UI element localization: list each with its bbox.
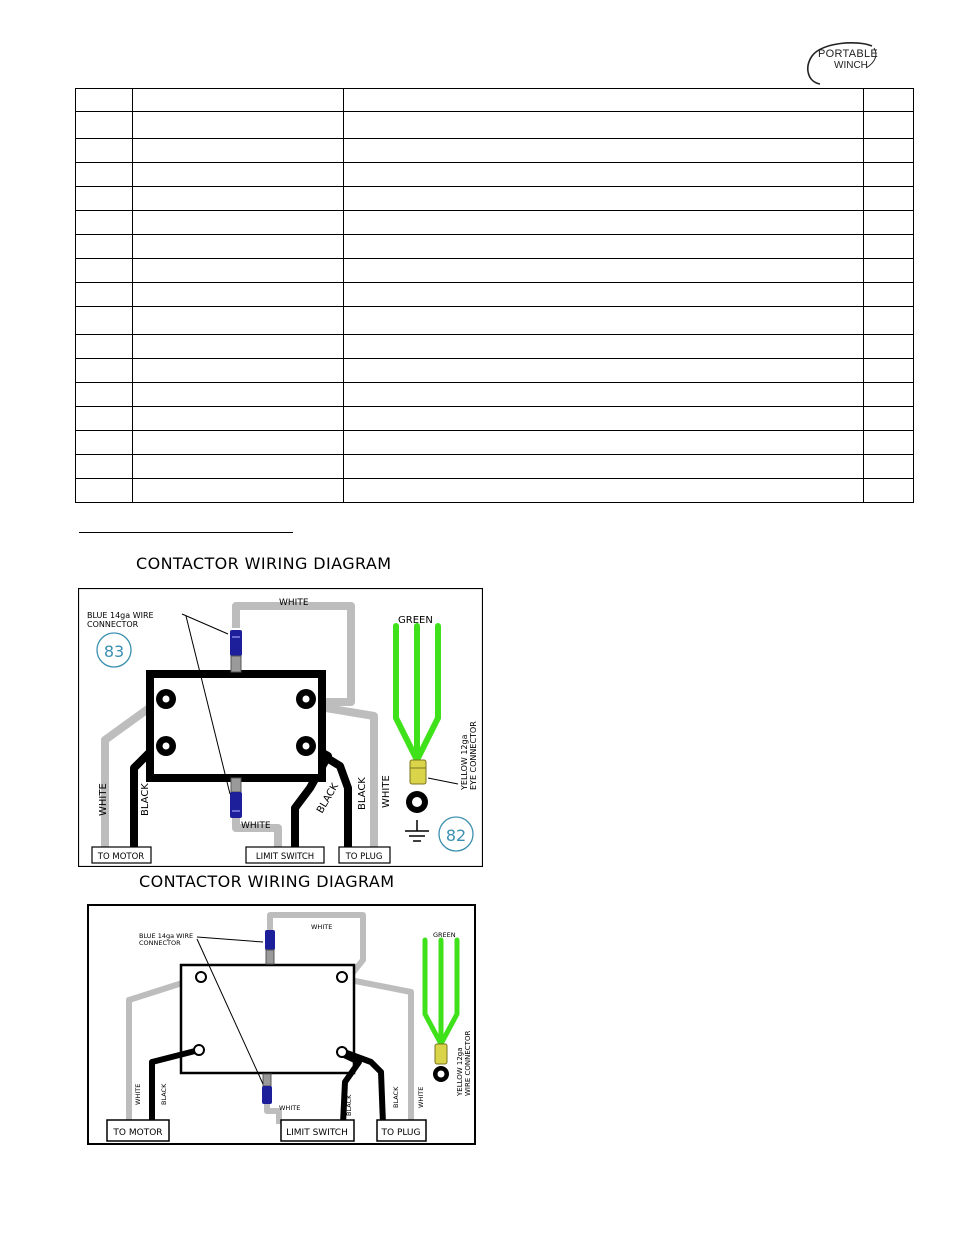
wire-label-white-top: WHITE [311, 923, 333, 931]
wire-connector-label: YELLOW 12gaWIRE CONNECTOR [456, 1030, 472, 1096]
table-cell [76, 211, 133, 235]
table-cell [864, 455, 914, 479]
wire-label-black-right: BLACK [392, 1086, 400, 1108]
table-cell [864, 163, 914, 187]
table-cell [344, 431, 864, 455]
section-rule [79, 532, 293, 533]
table-row [76, 187, 914, 211]
table-row [76, 479, 914, 503]
table-cell [133, 455, 344, 479]
table-cell [76, 89, 133, 112]
table-cell [76, 383, 133, 407]
table-row [76, 112, 914, 139]
table-cell [344, 407, 864, 431]
table-cell [864, 235, 914, 259]
to-plug-label: TO PLUG [381, 1128, 421, 1138]
to-motor-label: TO MOTOR [113, 1128, 163, 1138]
wire-label-black-mid: BLACK [315, 781, 342, 816]
table-cell [864, 359, 914, 383]
table-cell [344, 235, 864, 259]
table-cell [133, 431, 344, 455]
table-cell [864, 383, 914, 407]
wire-label-white-left: WHITE [134, 1083, 142, 1105]
table-cell [864, 283, 914, 307]
connector-label: BLUE 14ga WIRE CONNECTOR [139, 932, 194, 947]
wire-label-green: GREEN [433, 931, 456, 939]
table-cell [344, 112, 864, 139]
table-cell [133, 383, 344, 407]
table-cell [864, 407, 914, 431]
table-cell [76, 307, 133, 335]
table-cell [133, 283, 344, 307]
wire-label-black-left: BLACK [160, 1083, 168, 1105]
table-row [76, 359, 914, 383]
table-cell [864, 307, 914, 335]
table-cell [344, 283, 864, 307]
diagram1-title: CONTACTOR WIRING DIAGRAM [136, 554, 392, 573]
table-row [76, 163, 914, 187]
table-cell [344, 455, 864, 479]
blue-connector-top-icon [230, 630, 242, 672]
table-cell [133, 407, 344, 431]
blue-connector-top-icon [265, 930, 275, 964]
table-row [76, 211, 914, 235]
callout-82: 82 [445, 826, 467, 845]
logo-text-winch: WINCH [834, 60, 868, 71]
contactor-wiring-diagram-1 [78, 588, 483, 867]
table-row [76, 407, 914, 431]
table-row [76, 89, 914, 112]
table-cell [133, 139, 344, 163]
portable-winch-logo [800, 38, 880, 88]
table-cell [133, 89, 344, 112]
table-cell [133, 359, 344, 383]
table-row [76, 455, 914, 479]
limit-switch-label: LIMIT SWITCH [255, 852, 315, 862]
table-cell [133, 112, 344, 139]
table-cell [133, 335, 344, 359]
table-cell [76, 455, 133, 479]
table-cell [344, 259, 864, 283]
table-cell [864, 479, 914, 503]
table-row [76, 259, 914, 283]
table-row [76, 235, 914, 259]
callout-83: 83 [103, 642, 125, 661]
table-cell [344, 163, 864, 187]
table-cell [133, 479, 344, 503]
eye-connector-label: YELLOW 12gaEYE CONNECTOR [460, 721, 478, 790]
diagram2-title: CONTACTOR WIRING DIAGRAM [139, 872, 395, 891]
to-plug-label: TO PLUG [345, 852, 383, 862]
wire-label-black-right: BLACK [357, 777, 368, 810]
connector-label: BLUE 14ga WIRE CONNECTOR [87, 611, 154, 629]
table-row [76, 283, 914, 307]
table-row [76, 431, 914, 455]
table-cell [864, 139, 914, 163]
parts-table [75, 88, 914, 503]
table-cell [133, 259, 344, 283]
table-cell [344, 335, 864, 359]
table-cell [76, 407, 133, 431]
table-cell [344, 359, 864, 383]
wire-label-green: GREEN [398, 615, 433, 626]
table-cell [864, 259, 914, 283]
table-cell [76, 479, 133, 503]
table-cell [133, 211, 344, 235]
table-cell [864, 335, 914, 359]
wire-label-white-left: WHITE [98, 783, 109, 816]
table-row [76, 307, 914, 335]
table-cell [864, 187, 914, 211]
table-cell [344, 187, 864, 211]
to-motor-label: TO MOTOR [97, 852, 145, 862]
table-cell [133, 163, 344, 187]
limit-switch-label: LIMIT SWITCH [286, 1128, 348, 1138]
table-cell [344, 89, 864, 112]
wire-label-white-top: WHITE [279, 598, 309, 608]
table-row [76, 335, 914, 359]
table-cell [76, 259, 133, 283]
table-cell [344, 307, 864, 335]
table-cell [76, 235, 133, 259]
table-cell [864, 431, 914, 455]
table-cell [344, 479, 864, 503]
table-cell [133, 307, 344, 335]
table-cell [344, 211, 864, 235]
table-cell [133, 235, 344, 259]
table-cell [864, 89, 914, 112]
table-cell [864, 112, 914, 139]
table-cell [76, 283, 133, 307]
table-row [76, 139, 914, 163]
table-cell [864, 211, 914, 235]
table-cell [76, 139, 133, 163]
table-cell [76, 163, 133, 187]
table-row [76, 383, 914, 407]
table-cell [344, 139, 864, 163]
table-cell [76, 359, 133, 383]
wire-label-black-left: BLACK [140, 783, 151, 816]
table-cell [344, 383, 864, 407]
contactor-wiring-diagram-2 [87, 904, 476, 1145]
wire-label-black-mid: BLACK [345, 1094, 353, 1116]
table-cell [76, 335, 133, 359]
blue-connector-bottom-icon [262, 1074, 272, 1104]
wire-label-white-right: WHITE [381, 775, 392, 808]
table-cell [76, 112, 133, 139]
wire-label-white-right: WHITE [417, 1086, 425, 1108]
yellow-wire-connector-icon [433, 1044, 449, 1082]
table-cell [76, 431, 133, 455]
wire-label-white-bottom: WHITE [241, 821, 271, 831]
table-cell [133, 187, 344, 211]
wire-label-white-bottom: WHITE [279, 1104, 301, 1112]
blue-connector-bottom-icon [230, 778, 242, 818]
table-cell [76, 187, 133, 211]
logo-text-portable: PORTABLE [818, 48, 879, 60]
